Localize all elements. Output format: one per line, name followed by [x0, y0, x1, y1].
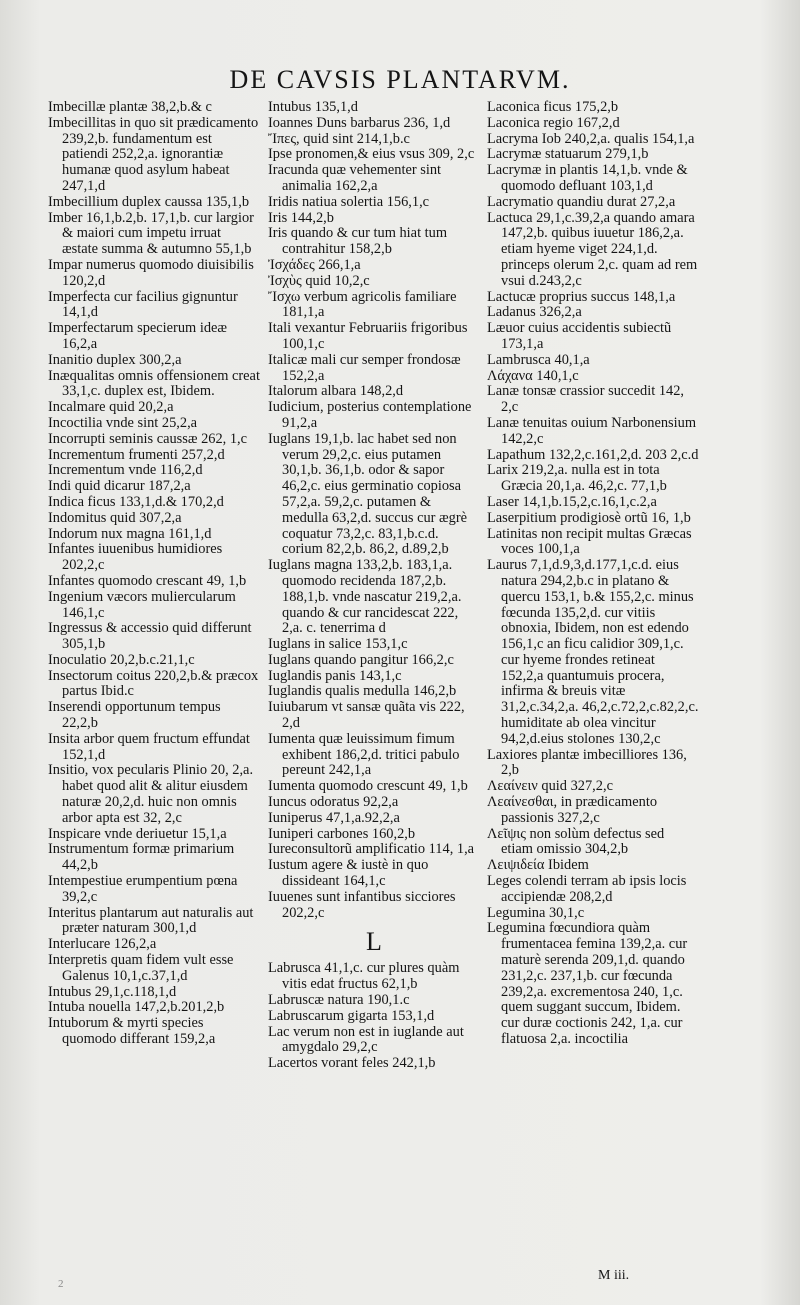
- index-entry: Inspicare vnde deriuetur 15,1,a: [48, 825, 227, 842]
- index-entry: Imbecillæ plantæ 38,2,b.& c: [48, 99, 212, 115]
- index-entry: Λάχανα 140,1,c: [487, 367, 579, 384]
- index-entry: Laxiores plantæ imbecilliores 136, 2,b: [487, 746, 687, 779]
- index-entry: Iridis natiua solertia 156,1,c: [268, 193, 430, 210]
- index-column-left: [48, 100, 260, 1048]
- index-entry: Lacryma Iob 240,2,a. qualis 154,1,a: [487, 130, 695, 147]
- index-entry: Insectorum coitus 220,2,b.& præcox partus Ibid.c: [48, 667, 259, 700]
- index-entry: Italicæ mali cur semper frondosæ 152,2,a: [268, 351, 461, 384]
- index-entry: Iuniperi carbones 160,2,b: [268, 825, 416, 842]
- index-entry: Lambrusca 40,1,a: [487, 351, 590, 368]
- index-entry: Iris 144,2,b: [268, 209, 334, 226]
- index-entry: Λειψιδεία Ibidem: [487, 857, 589, 874]
- section-letter: L: [366, 927, 382, 957]
- index-entry: Lacrymæ in plantis 14,1,b. vnde & quomodo defluant 103,1,d: [487, 162, 688, 194]
- index-entry: Larix 219,2,a. nulla est in tota Græcia 20,1,a. 46,2,c. 77,1,b: [487, 462, 667, 495]
- index-entry: Lacrymæ statuarum 279,1,b: [487, 146, 649, 163]
- index-entry: Ingenium væcors muliercularum 146,1,c: [48, 588, 236, 621]
- signature-mark: M iii.: [598, 1268, 630, 1283]
- index-entry: Iudicium, posterius contemplatione 91,2,a: [268, 399, 472, 431]
- index-entry: Incrementum frumenti 257,2,d: [48, 446, 225, 463]
- index-entry: Iuuenes sunt infantibus sicciores 202,2,c: [268, 888, 456, 921]
- index-entry: Λεῖψις non solùm defectus sed etiam omissio 304,2,b: [487, 825, 665, 858]
- index-entry: Λεαίνεσθαι, in prædicamento passionis 327,2,c: [487, 794, 658, 826]
- index-entry: Laser 14,1,b.15,2,c.16,1,c.2,a: [487, 493, 657, 510]
- index-entry: Iumenta quomodo crescunt 49, 1,b: [268, 778, 468, 795]
- index-entry: Indomitus quid 307,2,a: [48, 509, 182, 526]
- index-entry: Impar numerus quomodo diuisibilis 120,2,d: [48, 256, 254, 289]
- index-column-middle: [268, 100, 480, 1072]
- index-entry: Italorum albara 148,2,d: [268, 383, 404, 400]
- index-entry: Incrementum vnde 116,2,d: [48, 462, 203, 479]
- index-entry: Interitus plantarum aut naturalis aut præter naturam 300,1,d: [48, 904, 254, 937]
- index-entry: Lanæ tonsæ crassior succedit 142, 2,c: [487, 383, 685, 416]
- index-entry: Laserpitium prodigiosè ortũ 16, 1,b: [487, 509, 691, 526]
- index-entry: Iuglans quando pangitur 166,2,c: [268, 651, 454, 668]
- index-entry: Imbecillitas in quo sit prædicamento 239,2,b. fundamentum est patiendi 252,2,a. ignorantiæ humanæ quod asylum habeat 247,1,d: [48, 114, 259, 194]
- index-entry: Iustum agere & iustè in quo dissideant 164,1,c: [268, 857, 429, 890]
- index-entry: Ἴσχω verbum agricolis familiare 181,1,a: [268, 288, 457, 321]
- index-entry: Iracunda quæ vehementer sint animalia 162,2,a: [268, 162, 442, 194]
- index-entry: Ipse pronomen,& eius vsus 309, 2,c: [268, 146, 475, 163]
- index-entry: Imber 16,1,b.2,b. 17,1,b. cur largior & maiori cum impetu irruat æstate summa & autumno 55,1,b: [48, 209, 254, 258]
- index-entry: Indica ficus 133,1,d.& 170,2,d: [48, 493, 224, 510]
- index-entry: Iuglandis qualis medulla 146,2,b: [268, 683, 457, 700]
- index-entry: Inanitio duplex 300,2,a: [48, 351, 182, 368]
- index-entry: Laurus 7,1,d.9,3,d.177,1,c.d. eius natura 294,2,b.c in platano & quercu 153,1, b.& 155,2,c. minus fœcunda 135,2,d. cur vitiis obnoxia, Ibidem, non est edendo 156,1,c an ficu calidior 309,1,c. cur hyeme frondes retineat 152,2,a quantumuis procera, infirma & breuis vitæ 31,2,c.34,2,a. 46,2,c.72,2,c.82,2,c. humiditate ab olea vincitur 94,2,d.eius stolones 130,2,c: [487, 557, 699, 747]
- index-entry: Intubus 135,1,d: [268, 99, 358, 115]
- index-entry: Labrusca 41,1,c. cur plures quàm vitis edat fructus 62,1,b: [268, 960, 460, 993]
- index-entry: Ioannes Duns barbarus 236, 1,d: [268, 114, 451, 131]
- index-entry: Incoctilia vnde sint 25,2,a: [48, 414, 198, 431]
- index-entry: Insitio, vox pecularis Plinio 20, 2,a. habet quod alit & alitur eiusdem naturæ 20,2,d. huic non omnis arbor apta est 32, 2,c: [48, 762, 254, 826]
- index-entry: Lapathum 132,2,c.161,2,d. 203 2,c.d: [487, 446, 699, 463]
- index-entry: Labruscarum gigarta 153,1,d: [268, 1007, 435, 1024]
- index-entry: Infantes quomodo crescant 49, 1,b: [48, 572, 247, 589]
- index-entry: Iuglandis panis 143,1,c: [268, 667, 402, 684]
- index-entry: Lacrymatio quandiu durat 27,2,a: [487, 193, 676, 210]
- index-entry: Labruscæ natura 190,1.c: [268, 992, 410, 1009]
- index-entry: Lac verum non est in iuglande aut amygdalo 29,2,c: [268, 1023, 464, 1056]
- index-entry: Intempestiue erumpentium pœna 39,2,c: [48, 873, 238, 905]
- index-entry: Inoculatio 20,2,b.c.21,1,c: [48, 651, 195, 668]
- index-entry: Lacertos vorant feles 242,1,b: [268, 1055, 436, 1072]
- index-entry: Læuor cuius accidentis subiectũ 173,1,a: [487, 320, 672, 352]
- index-entry: Instrumentum formæ primarium 44,2,b: [48, 841, 235, 874]
- index-entry: Ladanus 326,2,a: [487, 304, 582, 321]
- page-header: DE CAVSIS PLANTARVM.: [229, 65, 571, 94]
- index-entry: Λεαίνειν quid 327,2,c: [487, 778, 613, 795]
- index-entry: Ἰσχάδες 266,1,a: [268, 256, 361, 273]
- index-entry: Incalmare quid 20,2,a: [48, 399, 174, 416]
- index-entry: Imperfectarum specierum ideæ 16,2,a: [48, 320, 228, 352]
- index-entry: Ἰσχὺς quid 10,2,c: [268, 272, 370, 289]
- index-entry: Laconica ficus 175,2,b: [487, 99, 619, 115]
- index-entry: Intuborum & myrti species quomodo differant 159,2,a: [48, 1015, 216, 1048]
- index-entry: Indorum nux magna 161,1,d: [48, 525, 212, 542]
- index-entry: Lactucæ proprius succus 148,1,a: [487, 288, 676, 305]
- index-entry: Itali vexantur Februariis frigoribus 100,1,c: [268, 320, 468, 352]
- index-entry: Imbecillium duplex caussa 135,1,b: [48, 193, 250, 210]
- index-entry: Insita arbor quem fructum effundat 152,1,d: [48, 730, 250, 763]
- index-entry: Incorrupti seminis caussæ 262, 1,c: [48, 430, 248, 447]
- index-entry: Ingressus & accessio quid differunt 305,1,b: [48, 620, 252, 653]
- index-entry: Intuba nouella 147,2,b.201,2,b: [48, 999, 225, 1016]
- index-entry: Iumenta quæ leuissimum fimum exhibent 186,2,d. tritici pabulo pereunt 242,1,a: [268, 730, 460, 779]
- index-entry: Legumina fœcundiora quàm frumentacea femina 139,2,a. cur maturè serenda 209,1,d. quando 231,2,c. 237,1,b. cur fœcunda 239,2,a. excrementosa 240, 1,c. quem suggant succum, Ibidem. cur duræ coctionis 242, 1,a. cur flatuosa 2,a. incoctilia: [487, 920, 688, 1048]
- index-entry: Ἴπες, quid sint 214,1,b.c: [268, 130, 410, 147]
- index-entry: Iuncus odoratus 92,2,a: [268, 794, 399, 811]
- index-entry: Iris quando & cur tum hiat tum contrahitur 158,2,b: [268, 225, 448, 258]
- index-entry: Lanæ tenuitas ouium Narbonensium 142,2,c: [487, 414, 697, 447]
- index-entry: Iuglans in salice 153,1,c: [268, 636, 408, 653]
- index-entry: Imperfecta cur facilius gignuntur 14,1,d: [48, 288, 238, 321]
- index-entry: Interlucare 126,2,a: [48, 936, 157, 953]
- index-entry: Iureconsultorũ amplificatio 114, 1,a: [268, 841, 475, 858]
- index-entry: Inserendi opportunum tempus 22,2,b: [48, 699, 221, 732]
- folio-mark: 2: [58, 1278, 64, 1290]
- index-entry: Indi quid dicarur 187,2,a: [48, 478, 191, 495]
- index-entry: Latinitas non recipit multas Græcas voces 100,1,a: [487, 525, 692, 558]
- index-entry: Legumina 30,1,c: [487, 904, 585, 921]
- index-entry: Lactuca 29,1,c.39,2,a quando amara 147,2,b. quibus iuuetur 186,2,a. etiam hyeme viget 224,1,d. princeps olerum 2,c. quam ad rem vsui d.243,2,c: [487, 209, 698, 289]
- index-entry: Iuglans 19,1,b. lac habet sed non verum 29,2,c. eius putamen 30,1,b. 36,1,b. odor & sapor 46,2,c. eius germinatio copiosa 57,2,a. 59,2,c. putamen & medulla 63,2,d. succus cur ægrè coquatur 73,2,c. 83,1,b.c.d. corium 82,2,b. 86,2, d.89,2,b: [268, 430, 468, 558]
- index-entry: Laconica regio 167,2,d: [487, 114, 620, 131]
- index-entry: Iuiubarum vt sansæ quãta vis 222, 2,d: [268, 699, 465, 732]
- index-entry: Intubus 29,1,c.118,1,d: [48, 983, 177, 1000]
- index-entry: Infantes iuuenibus humidiores 202,2,c: [48, 541, 223, 574]
- index-entry: Iuniperus 47,1,a.92,2,a: [268, 809, 400, 826]
- index-entry: Inæqualitas omnis offensionem creat 33,1,c. duplex est, Ibidem.: [48, 367, 260, 400]
- index-column-right: [487, 100, 699, 1048]
- index-entry: Iuglans magna 133,2,b. 183,1,a. quomodo recidenda 187,2,b. 188,1,b. vnde nascatur 219,2,a. quando & cur rancidescat 222, 2,a. c. tenerrima d: [268, 557, 462, 637]
- index-entry: Interpretis quam fidem vult esse Galenus 10,1,c.37,1,d: [48, 952, 234, 984]
- index-entry: Leges colendi terram ab ipsis locis accipiendæ 208,2,d: [487, 873, 687, 905]
